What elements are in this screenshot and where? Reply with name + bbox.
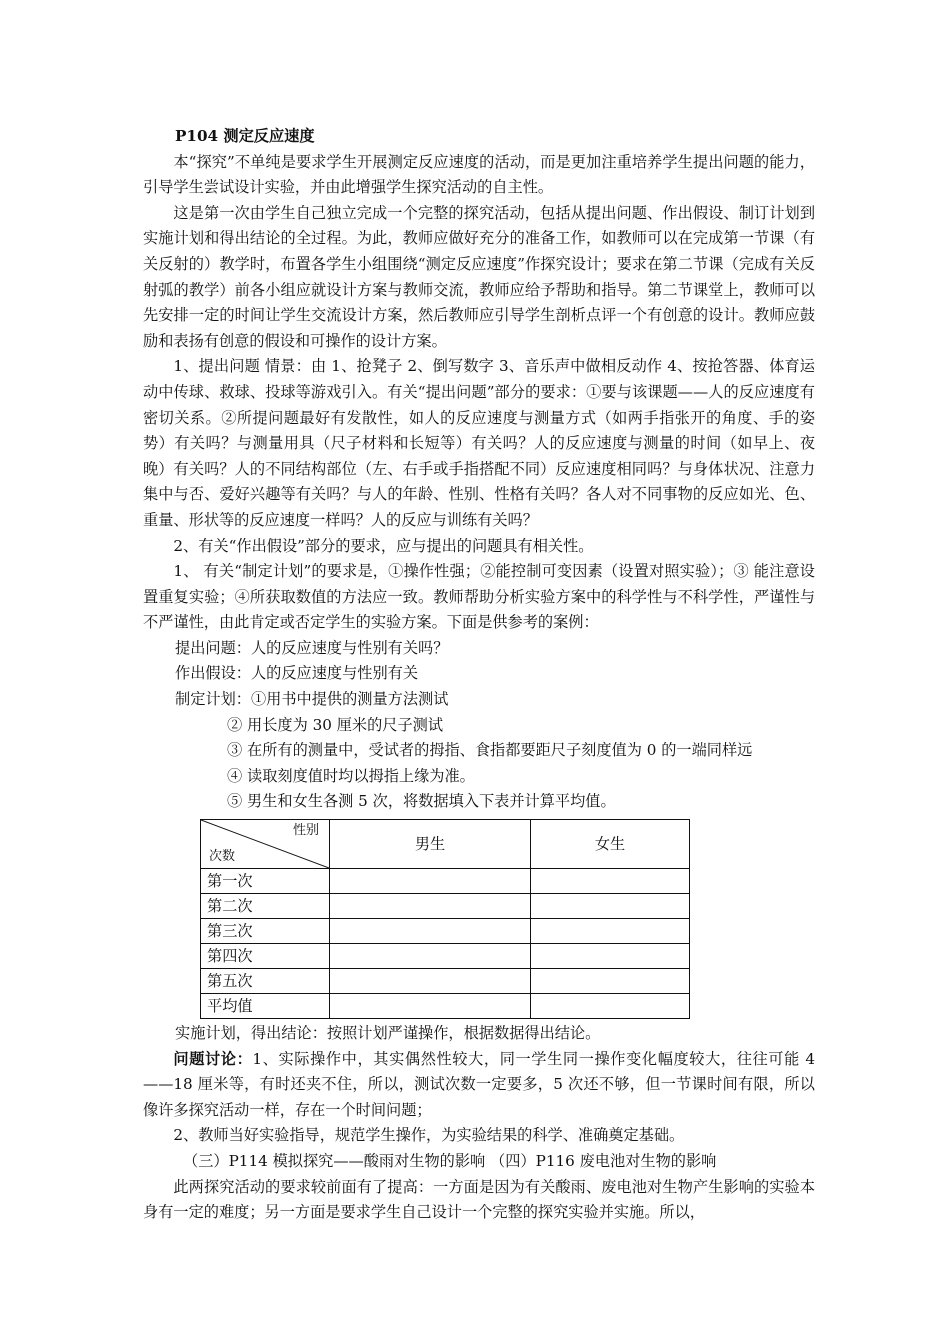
row-label: 第一次	[201, 869, 330, 894]
table-cell	[531, 894, 690, 919]
row-label: 第三次	[201, 919, 330, 944]
section-title: P104 测定反应速度	[175, 127, 315, 145]
table-cell	[531, 944, 690, 969]
discussion-label: 问题讨论：	[173, 1049, 253, 1068]
plan-step: ⑤ 男生和女生各测 5 次，将数据填入下表并计算平均值。	[227, 792, 616, 811]
table-cell	[531, 994, 690, 1019]
hypothesis-line: 作出假设：人的反应速度与性别有关	[175, 664, 418, 683]
table-cell	[330, 969, 531, 994]
implementation-line: 实施计划，得出结论：按照计划严谨操作，根据数据得出结论。	[175, 1024, 601, 1043]
row-label: 第五次	[201, 969, 330, 994]
row-label: 第四次	[201, 944, 330, 969]
table-row	[201, 994, 690, 1019]
plan-step: ② 用长度为 30 厘米的尺子测试	[227, 715, 444, 734]
paragraph-hypothesis: 2、有关“作出假设”部分的要求，应与提出的问题具有相关性。	[173, 536, 594, 555]
section-heading-3-4: （三）P114 模拟探究——酸雨对生物的影响 （四）P116 废电池对生物的影响	[183, 1152, 717, 1170]
plan-step: ④ 读取刻度值时均以拇指上缘为准。	[227, 766, 475, 785]
table-cell	[531, 869, 690, 894]
document-page	[143, 124, 815, 1226]
paragraph-ask-question: 1、提出问题 情景：由 1、抢凳子 2、倒写数字 3、音乐声中做相反动作 4、按抢答器、体育运动中传球、救球、投球等游戏引入。有关“提出问题”部分的要求：①要与该课题——人的反应速度有密切关系。②所提问题最好有发散性，如人的反应速度与测量方式（如两手指张开的角度、手的姿势）有关吗？与测量用具（尺子材料和长短等）有关吗？人的反应速度与测量的时间（如早上、夜晚）有关吗？人的不同结构部位（左、右手或手指搭配不同）反应速度相同吗？与身体状况、注意力集中与否、爱好兴趣等有关吗？与人的年龄、性别、性格有关吗？各人对不同事物的反应如光、色、重量、形状等的反应速度一样吗？人的反应与训练有关吗？	[143, 357, 815, 529]
table-row	[201, 919, 690, 944]
table-cell	[330, 894, 531, 919]
plan-lead-line: 制定计划：①用书中提供的测量方法测试	[175, 690, 449, 709]
table-cell	[330, 994, 531, 1019]
table-row	[201, 869, 690, 894]
column-header-female: 女生	[531, 820, 690, 869]
discussion-text: 1、实际操作中，其实偶然性较大，同一学生同一操作变化幅度较大，往往可能 4——18 厘米等，有时还夹不住，所以，测试次数一定要多，5 次还不够，但一节课时间有限，所以像许多探究活动一样，存在一个时间问题；	[143, 1049, 816, 1119]
question-line: 提出问题：人的反应速度与性别有关吗？	[175, 638, 449, 657]
row-label: 平均值	[201, 994, 330, 1019]
table-cell	[531, 919, 690, 944]
row-label: 第二次	[201, 894, 330, 919]
paragraph-intro: 本“探究”不单纯是要求学生开展测定反应速度的活动，而是更加注重培养学生提出问题的能力，引导学生尝试设计实验，并由此增强学生探究活动的自主性。	[143, 152, 815, 197]
data-table	[200, 819, 690, 1019]
paragraph-discussion	[143, 1047, 815, 1124]
table-row	[201, 969, 690, 994]
column-header-male: 男生	[330, 820, 531, 869]
corner-label-gender: 性别	[292, 823, 319, 839]
corner-label-count: 次数	[209, 849, 236, 865]
table-cell	[330, 944, 531, 969]
table-cell	[330, 869, 531, 894]
table-cell	[531, 969, 690, 994]
table-corner-cell	[201, 820, 330, 869]
table-row	[201, 944, 690, 969]
table-header-row	[201, 820, 690, 869]
plan-step: ③ 在所有的测量中，受试者的拇指、食指都要距尺子刻度值为 0 的一端同样远	[227, 741, 753, 760]
paragraph-plan-requirements: 1、 有关“制定计划”的要求是，①操作性强；②能控制可变因素（设置对照实验）；③ 能注意设置重复实验；④所获取数值的方法应一致。教师帮助分析实验方案中的科学性与不科学性，严谨性与不严谨性，由此肯定或否定学生的实验方案。下面是供参考的案例：	[143, 562, 815, 632]
table-row	[201, 894, 690, 919]
paragraph-overview: 这是第一次由学生自己独立完成一个完整的探究活动，包括从提出问题、作出假设、制订计划到实施计划和得出结论的全过程。为此，教师应做好充分的准备工作，如教师可以在完成第一节课（有关反射的）教学时，布置各学生小组围绕“测定反应速度”作探究设计；要求在第二节课（完成有关反射弧的教学）前各小组应就设计方案与教师交流，教师应给予帮助和指导。第二节课堂上，教师可以先安排一定的时间让学生交流设计方案，然后教师应引导学生剖析点评一个有创意的设计。教师应鼓励和表扬有创意的假设和可操作的设计方案。	[143, 203, 815, 350]
paragraph-last: 此两探究活动的要求较前面有了提高：一方面是因为有关酸雨、废电池对生物产生影响的实验本身有一定的难度；另一方面是要求学生自己设计一个完整的探究实验并实施。所以，	[143, 1177, 815, 1222]
paragraph-discussion-2: 2、教师当好实验指导，规范学生操作，为实验结果的科学、准确奠定基础。	[173, 1126, 685, 1145]
table-cell	[330, 919, 531, 944]
